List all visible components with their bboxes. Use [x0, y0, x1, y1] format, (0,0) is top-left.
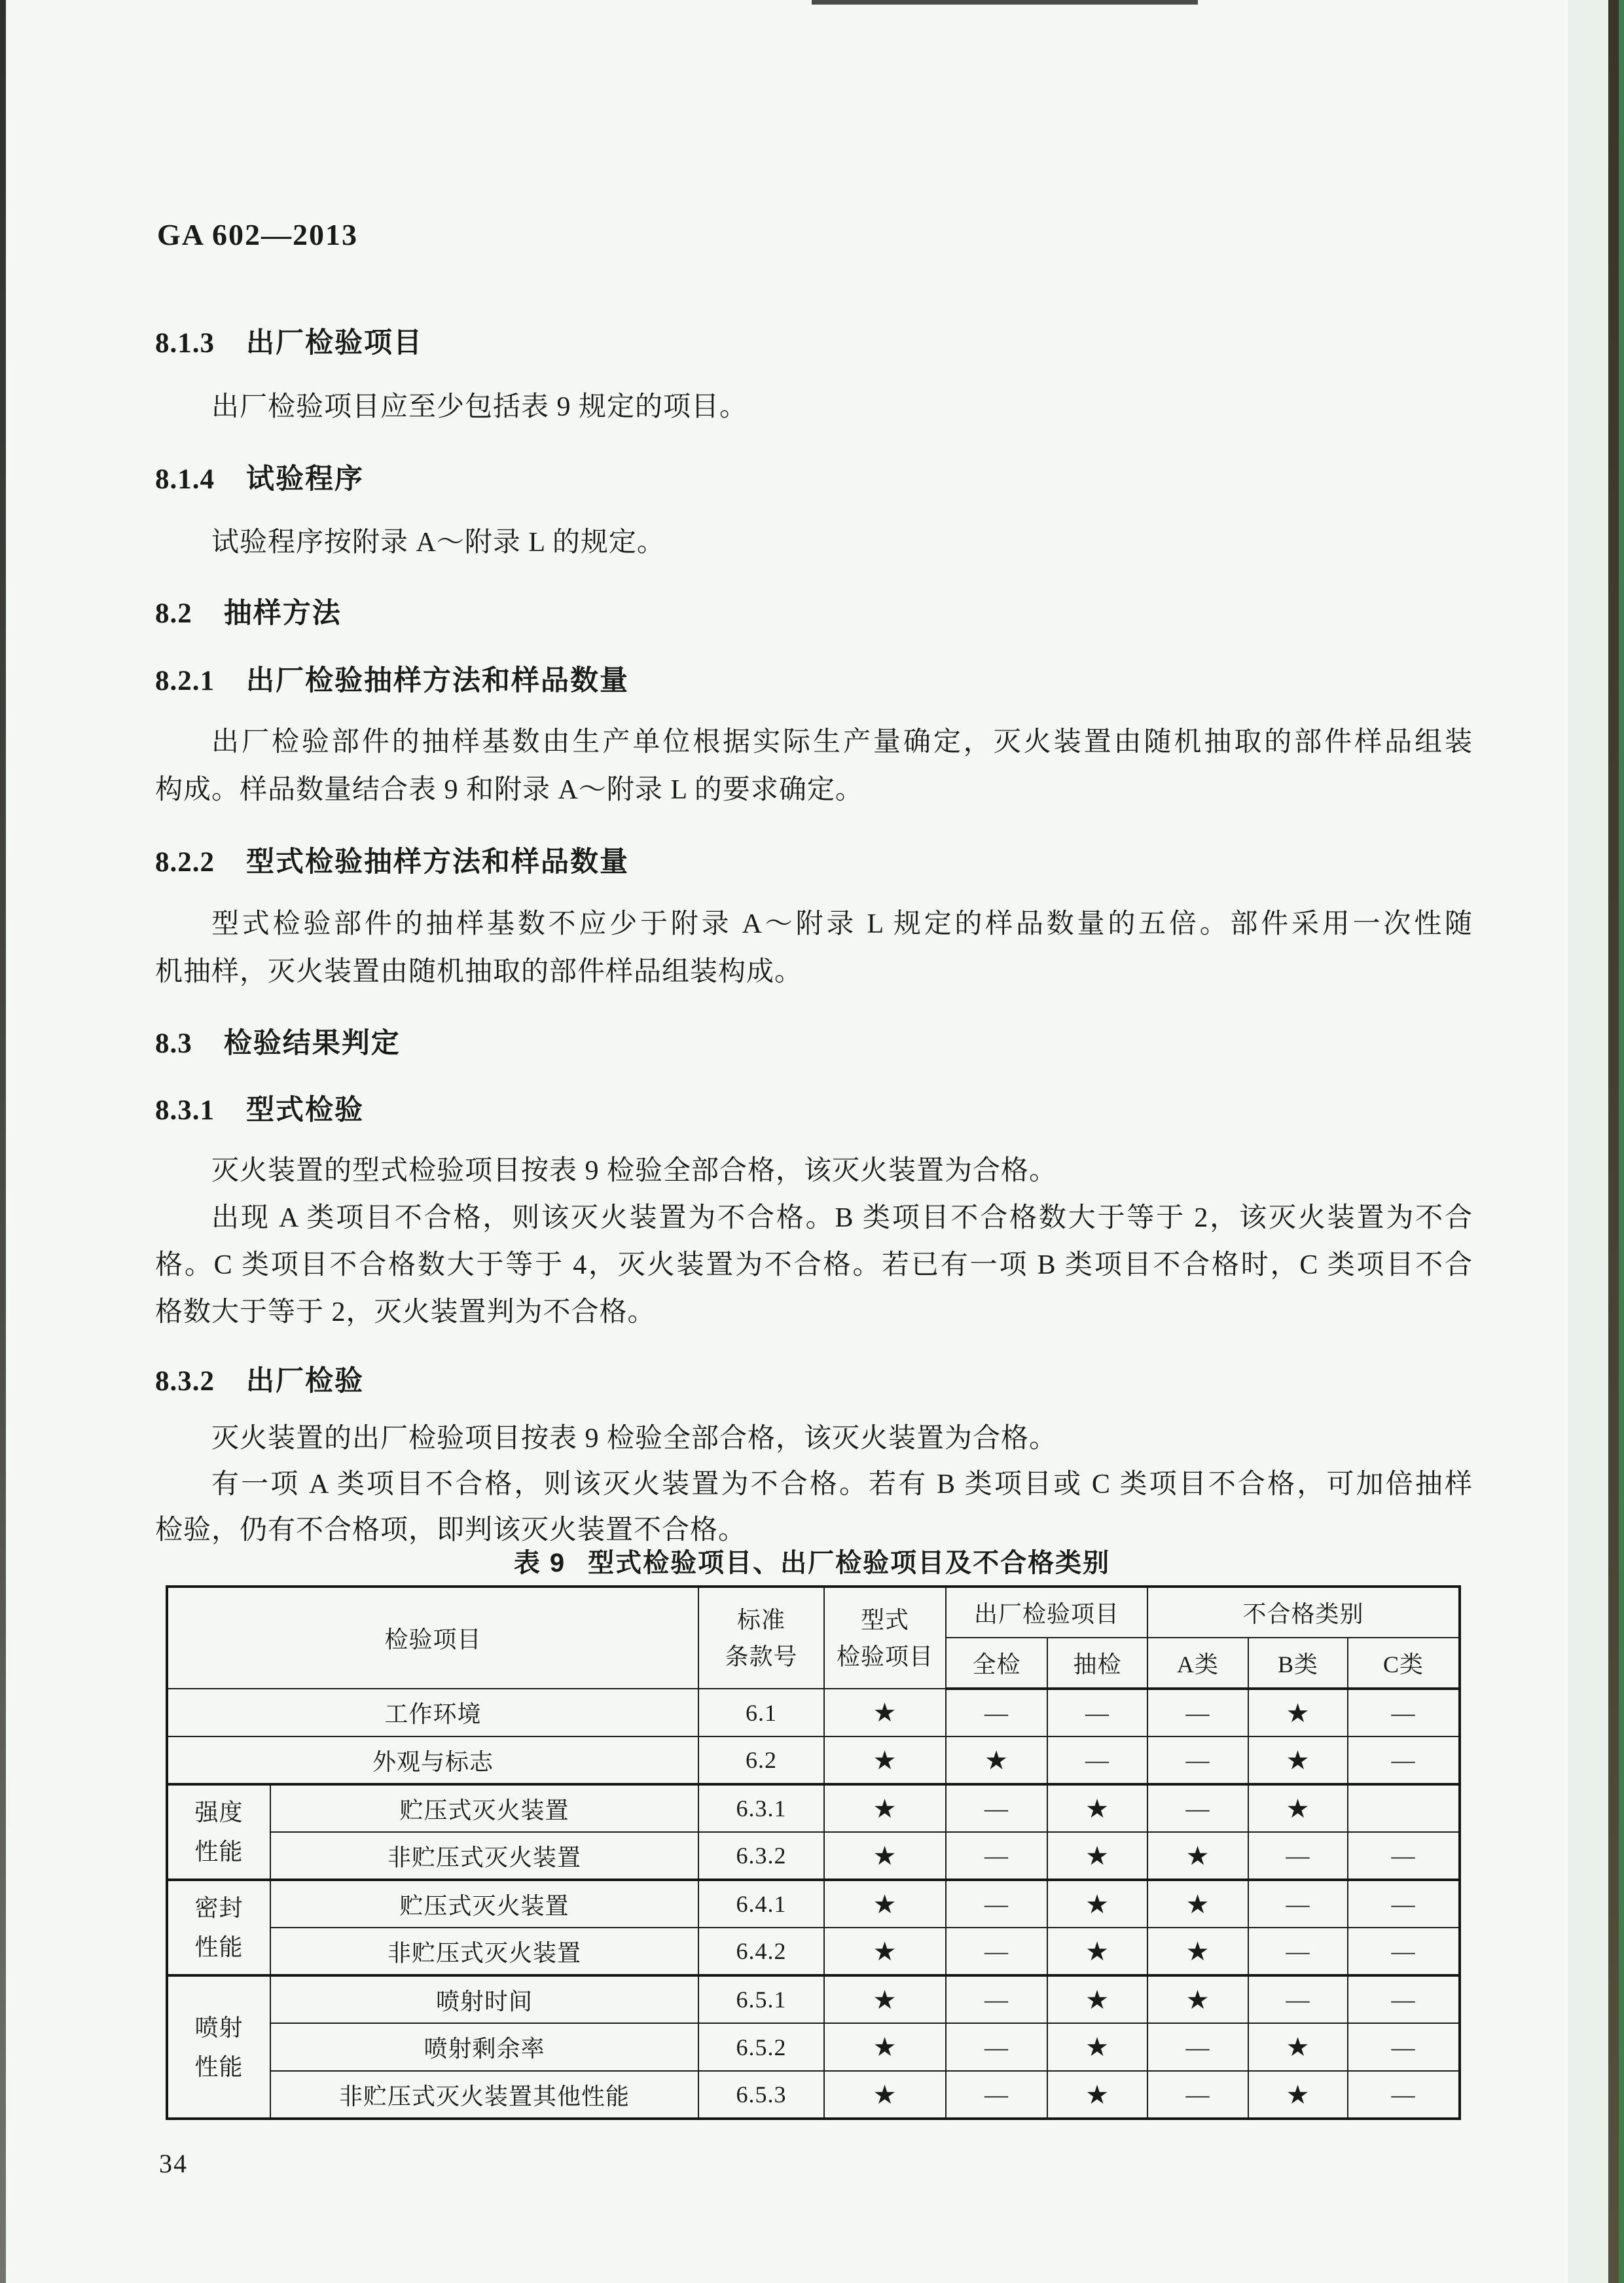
heading-number: 8.1.3 [155, 328, 215, 359]
cell-item: 非贮压式灭火装置其他性能 [270, 2071, 698, 2119]
cell-type: ★ [824, 1975, 946, 2023]
cell-type: ★ [824, 1832, 946, 1880]
header-type-line2: 检验项目 [837, 1643, 934, 1670]
cell-sample: ★ [1047, 2023, 1147, 2071]
heading-title: 抽样方法 [223, 598, 342, 629]
cell-item: 非贮压式灭火装置 [270, 1928, 698, 1975]
paragraph-line: 有一项 A 类项目不合格，则该灭火装置为不合格。若有 B 类项目或 C 类项目不合格，可加倍抽样 [211, 1469, 1473, 1500]
paragraph-line: 出厂检验项目应至少包括表 9 规定的项目。 [211, 392, 748, 422]
table-label: 表 9 [513, 1549, 566, 1577]
cell-class-b: — [1248, 1928, 1348, 1975]
page-number: 34 [159, 2149, 188, 2178]
cell-class-c: — [1348, 1975, 1460, 2023]
cell-clause: 6.5.2 [698, 2023, 824, 2071]
cell-class-b: ★ [1248, 1784, 1348, 1832]
cell-full: ★ [946, 1736, 1047, 1784]
header-class-b: B类 [1248, 1638, 1348, 1689]
heading-8-2 [155, 591, 342, 629]
heading-number: 8.2 [155, 598, 192, 629]
cell-class-b: — [1248, 1975, 1348, 2023]
cell-class-b: — [1248, 1880, 1348, 1928]
table-row [167, 1975, 1460, 2023]
group-seal [167, 1880, 270, 1975]
group-spray-line1: 喷射 [194, 2014, 244, 2041]
cell-clause: 6.4.1 [698, 1880, 824, 1928]
cell-full: — [946, 1784, 1047, 1832]
scan-edge-right-green [1619, 0, 1624, 2283]
cell-class-c: — [1348, 1832, 1460, 1880]
cell-item: 工作环境 [167, 1689, 698, 1736]
cell-sample: ★ [1047, 2071, 1147, 2119]
cell-sample: ★ [1047, 1784, 1147, 1832]
heading-8-3 [155, 1021, 401, 1059]
heading-8-2-2 [155, 840, 629, 878]
heading-number: 8.3 [155, 1028, 192, 1059]
cell-clause: 6.3.1 [698, 1784, 824, 1832]
paragraph-line: 试验程序按附录 A～附录 L 的规定。 [211, 528, 665, 558]
cell-type: ★ [824, 2023, 946, 2071]
cell-class-a: ★ [1147, 1928, 1248, 1975]
cell-sample: ★ [1047, 1928, 1147, 1975]
cell-class-b: ★ [1248, 2071, 1348, 2119]
cell-class-c: — [1348, 1928, 1460, 1975]
header-class-a: A类 [1147, 1638, 1248, 1689]
cell-class-c: — [1348, 2071, 1460, 2119]
cell-full: — [946, 1832, 1047, 1880]
header-type-line1: 型式 [861, 1606, 910, 1633]
group-strength-line1: 强度 [194, 1799, 244, 1825]
cell-item: 外观与标志 [167, 1736, 698, 1784]
table-row [167, 1928, 1460, 1975]
scan-edge-right-light [1568, 0, 1608, 2283]
cell-item: 喷射时间 [270, 1975, 698, 2023]
paragraph-line: 机抽样，灭火装置由随机抽取的部件样品组装构成。 [155, 957, 803, 987]
heading-title: 型式检验 [246, 1094, 364, 1126]
heading-title: 出厂检验抽样方法和样品数量 [246, 665, 629, 696]
cell-clause: 6.4.2 [698, 1928, 824, 1975]
group-seal-line1: 密封 [194, 1895, 244, 1921]
header-defect-class-group: 不合格类别 [1147, 1587, 1460, 1638]
heading-title: 试验程序 [246, 463, 364, 495]
header-clause-no [698, 1587, 824, 1689]
header-inspection-item: 检验项目 [167, 1587, 698, 1689]
table-row [167, 2071, 1460, 2119]
cell-type: ★ [824, 1928, 946, 1975]
cell-class-b: ★ [1248, 1736, 1348, 1784]
cell-class-b: ★ [1248, 2023, 1348, 2071]
header-factory-inspection-group: 出厂检验项目 [946, 1587, 1147, 1638]
paragraph-line: 灭火装置的出厂检验项目按表 9 检验全部合格，该灭火装置为合格。 [211, 1424, 1058, 1454]
cell-sample: — [1047, 1736, 1147, 1784]
paragraph-line: 出现 A 类项目不合格，则该灭火装置为不合格。B 类项目不合格数大于等于 2，该灭火装置为不合 [211, 1203, 1473, 1233]
heading-8-2-1 [155, 658, 629, 696]
paragraph-line: 灭火装置的型式检验项目按表 9 检验全部合格，该灭火装置为合格。 [211, 1156, 1058, 1186]
cell-item: 非贮压式灭火装置 [270, 1832, 698, 1880]
cell-class-b: — [1248, 1832, 1348, 1880]
cell-sample: ★ [1047, 1880, 1147, 1928]
cell-clause: 6.3.2 [698, 1832, 824, 1880]
table-row [167, 1784, 1460, 1832]
cell-sample: ★ [1047, 1832, 1147, 1880]
table-row [167, 1736, 1460, 1784]
table-9-title [166, 1542, 1458, 1579]
cell-class-a: — [1147, 1689, 1248, 1736]
header-full-check: 全检 [946, 1638, 1047, 1689]
table-row [167, 1832, 1460, 1880]
cell-full: — [946, 2071, 1047, 2119]
cell-type: ★ [824, 2071, 946, 2119]
cell-class-c [1348, 1784, 1460, 1832]
cell-type: ★ [824, 1689, 946, 1736]
heading-8-1-4 [155, 457, 364, 495]
cell-class-b: ★ [1248, 1689, 1348, 1736]
cell-class-a: — [1147, 2023, 1248, 2071]
paragraph-line: 格。C 类项目不合格数大于等于 4，灭火装置为不合格。若已有一项 B 类项目不合格时，C 类项目不合 [155, 1250, 1473, 1280]
heading-number: 8.2.1 [155, 666, 215, 696]
cell-class-a: — [1147, 1784, 1248, 1832]
cell-sample: — [1047, 1689, 1147, 1736]
cell-sample: ★ [1047, 1975, 1147, 2023]
cell-type: ★ [824, 1784, 946, 1832]
cell-clause: 6.1 [698, 1689, 824, 1736]
heading-title: 检验结果判定 [223, 1028, 401, 1059]
scan-edge-right-dark [1608, 0, 1619, 2283]
header-sample-check: 抽检 [1047, 1638, 1147, 1689]
table-9 [166, 1585, 1461, 2120]
group-seal-line2: 性能 [194, 1934, 244, 1960]
cell-type: ★ [824, 1880, 946, 1928]
cell-full: — [946, 1975, 1047, 2023]
cell-item: 贮压式灭火装置 [270, 1880, 698, 1928]
cell-item: 喷射剩余率 [270, 2023, 698, 2071]
paragraph-line: 型式检验部件的抽样基数不应少于附录 A～附录 L 规定的样品数量的五倍。部件采用一次性随 [211, 909, 1473, 939]
paragraph-line: 出厂检验部件的抽样基数由生产单位根据实际生产量确定，灭火装置由随机抽取的部件样品组装 [211, 727, 1473, 757]
table-row [167, 2023, 1460, 2071]
cell-full: — [946, 2023, 1047, 2071]
table-title-text: 型式检验项目、出厂检验项目及不合格类别 [588, 1549, 1111, 1577]
cell-clause: 6.5.3 [698, 2071, 824, 2119]
heading-number: 8.3.1 [155, 1095, 215, 1126]
cell-clause: 6.2 [698, 1736, 824, 1784]
heading-8-3-1 [155, 1088, 364, 1126]
scan-edge-top [812, 0, 1198, 5]
cell-item: 贮压式灭火装置 [270, 1784, 698, 1832]
table-row [167, 1880, 1460, 1928]
header-clause-line1: 标准 [737, 1606, 786, 1633]
paragraph-line: 检验，仍有不合格项，即判该灭火装置不合格。 [155, 1515, 747, 1545]
table-row [167, 1689, 1460, 1736]
scan-edge-left [0, 0, 6, 2283]
heading-title: 型式检验抽样方法和样品数量 [246, 846, 629, 878]
heading-number: 8.3.2 [155, 1366, 215, 1397]
heading-8-3-2 [155, 1359, 364, 1397]
cell-full: — [946, 1880, 1047, 1928]
group-spray [167, 1975, 270, 2119]
cell-clause: 6.5.1 [698, 1975, 824, 2023]
paragraph-line: 格数大于等于 2，灭火装置判为不合格。 [155, 1297, 656, 1327]
cell-class-c: — [1348, 1689, 1460, 1736]
cell-type: ★ [824, 1736, 946, 1784]
cell-class-a: ★ [1147, 1975, 1248, 2023]
header-clause-line2: 条款号 [725, 1643, 798, 1670]
cell-class-a: ★ [1147, 1832, 1248, 1880]
cell-class-c: — [1348, 1736, 1460, 1784]
header-type-inspection [824, 1587, 946, 1689]
heading-title: 出厂检验项目 [246, 327, 423, 359]
group-strength-line2: 性能 [194, 1839, 244, 1865]
cell-full: — [946, 1689, 1047, 1736]
standard-code: GA 602—2013 [157, 218, 358, 251]
group-strength [167, 1784, 270, 1880]
group-spray-line2: 性能 [194, 2053, 244, 2080]
cell-class-a: — [1147, 2071, 1248, 2119]
header-class-c: C类 [1348, 1638, 1460, 1689]
heading-title: 出厂检验 [246, 1365, 364, 1397]
cell-class-a: — [1147, 1736, 1248, 1784]
cell-class-c: — [1348, 1880, 1460, 1928]
heading-number: 8.2.2 [155, 847, 215, 878]
heading-number: 8.1.4 [155, 464, 215, 495]
cell-full: — [946, 1928, 1047, 1975]
cell-class-a: ★ [1147, 1880, 1248, 1928]
cell-class-c: — [1348, 2023, 1460, 2071]
heading-8-1-3 [155, 321, 423, 359]
paragraph-line: 构成。样品数量结合表 9 和附录 A～附录 L 的要求确定。 [155, 775, 863, 805]
